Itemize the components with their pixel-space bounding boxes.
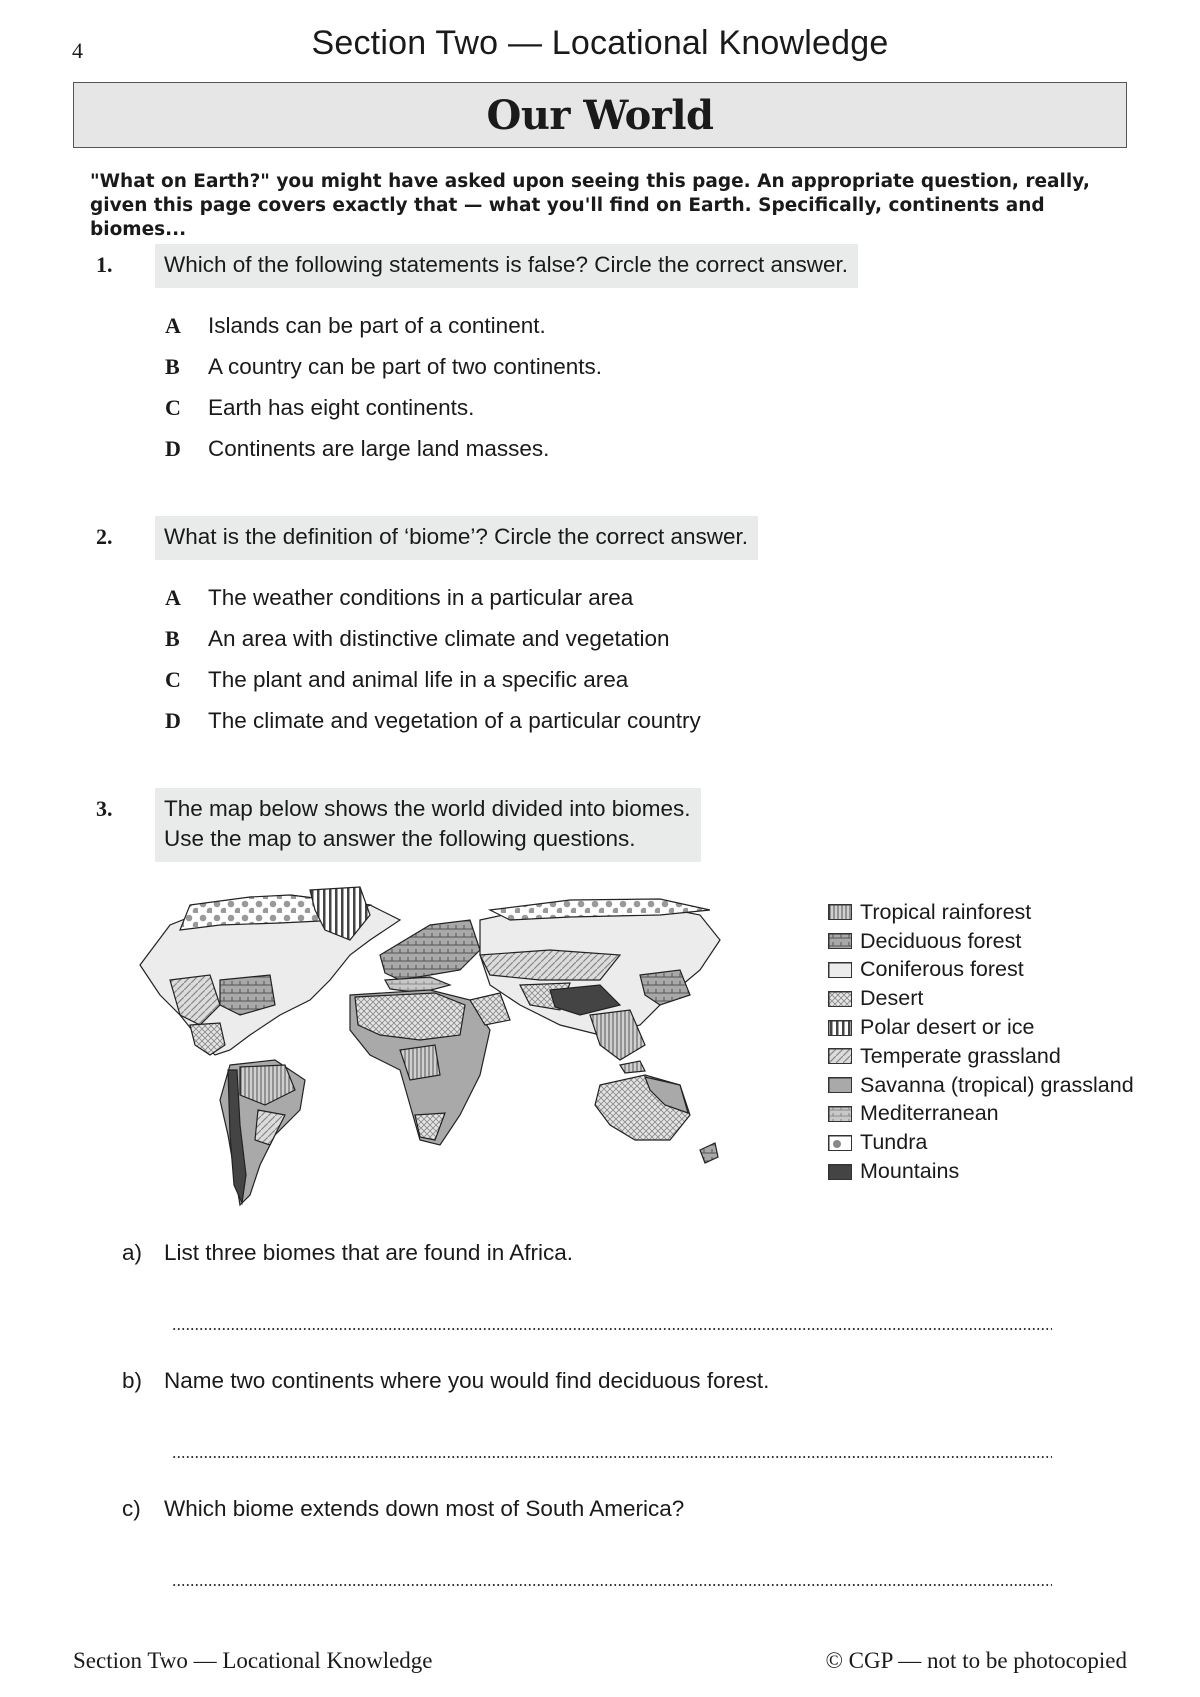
subquestion-text: Name two continents where you would find deciduous forest.: [164, 1368, 770, 1393]
legend-swatch: [828, 1077, 852, 1093]
legend-label: Temperate grassland: [860, 1043, 1061, 1068]
legend-item-mountains: [828, 1157, 1134, 1186]
question-1-number: 1.: [96, 252, 113, 277]
answer-line-c[interactable]: [172, 1584, 1052, 1586]
question-2-option-b[interactable]: [165, 626, 701, 667]
legend-swatch: [828, 1164, 852, 1180]
question-3-prompt-line-1: The map below shows the world divided into biomes.: [164, 796, 691, 821]
title-box: [73, 82, 1127, 148]
question-2-options: [165, 585, 701, 749]
option-letter: D: [165, 708, 181, 733]
legend-item-deciduous-forest: [828, 927, 1134, 956]
subquestion-label: a): [122, 1240, 143, 1265]
legend-swatch: [828, 1106, 852, 1122]
legend-label: Tropical rainforest: [860, 899, 1032, 924]
question-2-option-d[interactable]: [165, 708, 701, 749]
option-text: An area with distinctive climate and vegetation: [208, 626, 670, 651]
legend-item-coniferous-forest: [828, 956, 1134, 985]
legend-label: Polar desert or ice: [860, 1015, 1035, 1040]
question-2-option-a[interactable]: [165, 585, 701, 626]
subquestion-c: [122, 1496, 684, 1522]
subquestion-label: c): [122, 1496, 141, 1521]
legend-label: Tundra: [860, 1130, 928, 1155]
answer-line-a[interactable]: [172, 1328, 1052, 1330]
page-number: 4: [72, 38, 83, 63]
option-text: A country can be part of two continents.: [208, 354, 602, 379]
legend-label: Savanna (tropical) grassland: [860, 1072, 1134, 1097]
legend-item-savanna: [828, 1071, 1134, 1100]
question-1-prompt: Which of the following statements is false? Circle the correct answer.: [155, 244, 858, 288]
question-1-options: [165, 313, 602, 477]
option-letter: A: [165, 585, 181, 610]
question-3-prompt: [155, 788, 701, 862]
footer-section: Section Two — Locational Knowledge: [73, 1648, 433, 1673]
question-3-prompt-line-2: Use the map to answer the following questions.: [164, 826, 636, 851]
option-letter: B: [165, 354, 180, 379]
legend-swatch: [828, 933, 852, 949]
subquestion-b: [122, 1368, 769, 1394]
question-2-prompt: What is the definition of ‘biome’? Circle the correct answer.: [155, 516, 758, 560]
option-text: Continents are large land masses.: [208, 436, 550, 461]
legend-label: Mountains: [860, 1159, 960, 1184]
option-letter: B: [165, 626, 180, 651]
legend-swatch: [828, 1048, 852, 1064]
option-text: The weather conditions in a particular area: [208, 585, 634, 610]
intro-text: "What on Earth?" you might have asked upon seeing this page. An appropriate question, really, given this page covers exactly that — what you'll find on Earth. Specifically, continents and biomes...: [90, 171, 1090, 240]
page-title: Our World: [486, 91, 714, 139]
legend-swatch: [828, 962, 852, 978]
option-letter: C: [165, 395, 181, 420]
question-1-option-a[interactable]: [165, 313, 602, 354]
footer-copyright: © CGP — not to be photocopied: [825, 1648, 1127, 1673]
question-1-option-c[interactable]: [165, 395, 602, 436]
subquestion-a: [122, 1240, 573, 1266]
legend-swatch: [828, 991, 852, 1007]
map-legend: [828, 898, 1134, 1186]
option-letter: A: [165, 313, 181, 338]
legend-item-polar-desert: [828, 1013, 1134, 1042]
question-2-number: 2.: [96, 524, 113, 549]
legend-item-mediterranean: [828, 1100, 1134, 1129]
legend-label: Deciduous forest: [860, 928, 1022, 953]
question-1-option-d[interactable]: [165, 436, 602, 477]
question-1-option-b[interactable]: [165, 354, 602, 395]
legend-swatch: [828, 904, 852, 920]
legend-item-tropical-rainforest: [828, 898, 1134, 927]
legend-label: Coniferous forest: [860, 957, 1024, 982]
question-3-number: 3.: [96, 796, 113, 821]
subquestion-text: Which biome extends down most of South America?: [164, 1496, 685, 1521]
option-letter: C: [165, 667, 181, 692]
option-text: Islands can be part of a continent.: [208, 313, 546, 338]
legend-item-tundra: [828, 1128, 1134, 1157]
option-text: Earth has eight continents.: [208, 395, 475, 420]
legend-swatch: [828, 1135, 852, 1151]
legend-item-desert: [828, 984, 1134, 1013]
legend-swatch: [828, 1020, 852, 1036]
subquestion-text: List three biomes that are found in Africa.: [164, 1240, 573, 1265]
legend-label: Desert: [860, 986, 924, 1011]
option-text: The plant and animal life in a specific area: [208, 667, 629, 692]
legend-label: Mediterranean: [860, 1101, 999, 1126]
answer-line-b[interactable]: [172, 1456, 1052, 1458]
subquestion-label: b): [122, 1368, 143, 1393]
section-heading: Section Two — Locational Knowledge: [311, 24, 889, 62]
option-text: The climate and vegetation of a particular country: [208, 708, 701, 733]
question-2-option-c[interactable]: [165, 667, 701, 708]
legend-item-temperate-grassland: [828, 1042, 1134, 1071]
option-letter: D: [165, 436, 181, 461]
biome-world-map: [100, 885, 815, 1215]
